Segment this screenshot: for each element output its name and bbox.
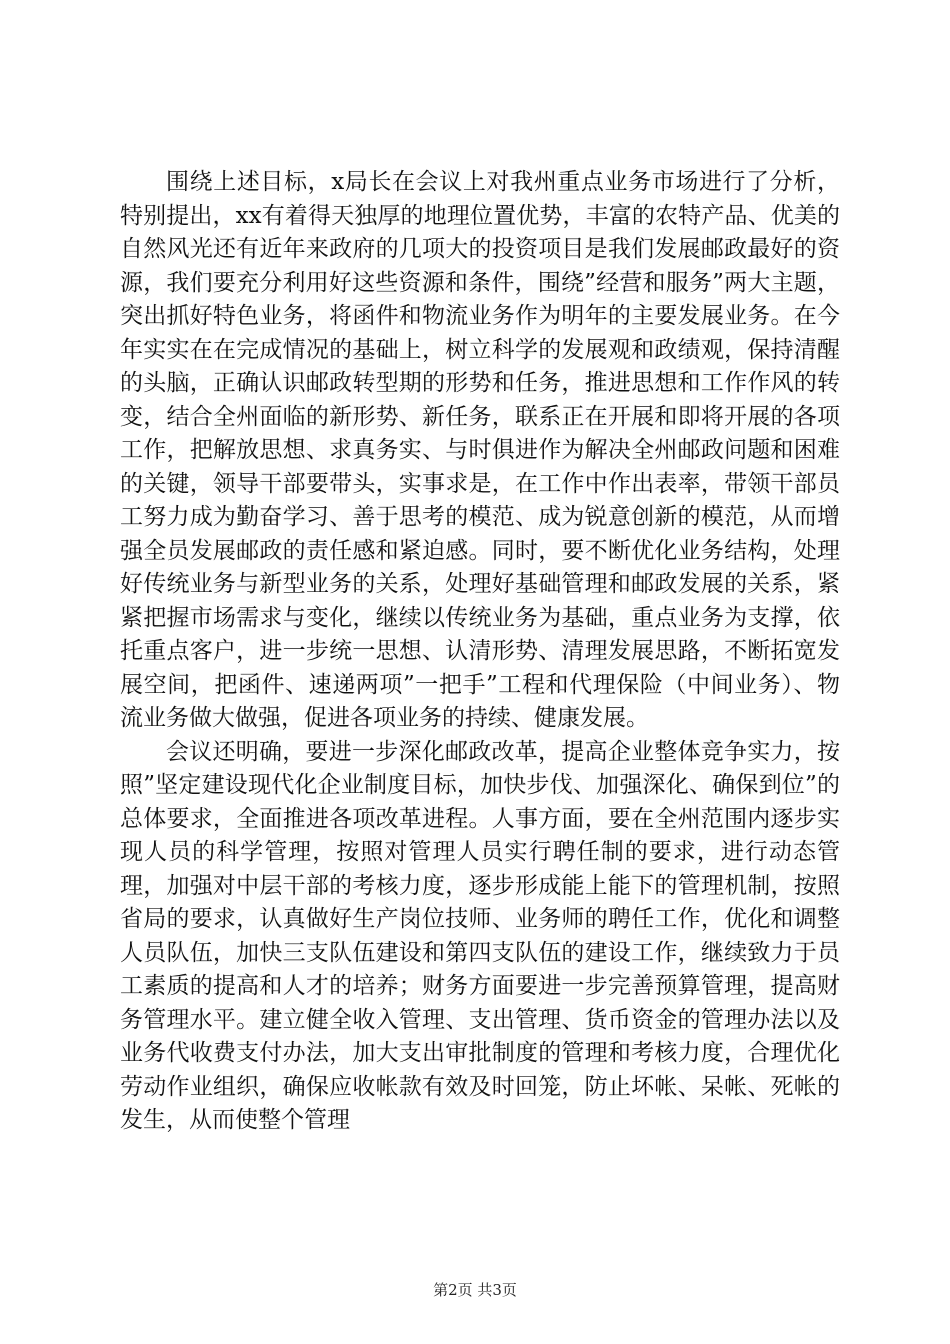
page-number-footer: 第2页 共3页	[433, 1281, 517, 1299]
paragraph-1: 围绕上述目标，x局长在会议上对我州重点业务市场进行了分析，特别提出，xx有着得天独厚的地理位置优势，丰富的农特产品、优美的自然风光还有近年来政府的几项大的投资项目是我们发展邮政最好的资源，我们要充分利用好这些资源和条件，围绕”经营和服务”两大主题，突出抓好特色业务，将函件和物流业务作为明年的主要发展业务。在今年实实在在完成情况的基础上，树立科学的发展观和政绩观，保持清醒的头脑，正确认识邮政转型期的形势和任务，推进思想和工作作风的转变，结合全州面临的新形势、新任务，联系正在开展和即将开展的各项工作，把解放思想、求真务实、与时俱进作为解决全州邮政问题和困难的关键，领导干部要带头，实事求是，在工作中作出表率，带领干部员工努力成为勤奋学习、善于思考的模范、成为锐意创新的模范，从而增强全员发展邮政的责任感和紧迫感。同时，要不断优化业务结构，处理好传统业务与新型业务的关系，处理好基础管理和邮政发展的关系，紧紧把握市场需求与变化，继续以传统业务为基础，重点业务为支撑，依托重点客户，进一步统一思想、认清形势、清理发展思路，不断拓宽发展空间，把函件、速递两项”一把手”工程和代理保险（中间业务）、物流业务做大做强，促进各项业务的持续、健康发展。	[120, 169, 840, 731]
document-body	[120, 166, 840, 1138]
paragraph-2: 会议还明确，要进一步深化邮政改革，提高企业整体竞争实力，按照”坚定建设现代化企业制度目标，加快步伐、加强深化、确保到位”的总体要求，全面推进各项改革进程。人事方面，要在全州范围内逐步实现人员的科学管理，按照对管理人员实行聘任制的要求，进行动态管理，加强对中层干部的考核力度，逐步形成能上能下的管理机制，按照省局的要求，认真做好生产岗位技师、业务师的聘任工作，优化和调整人员队伍，加快三支队伍建设和第四支队伍的建设工作，继续致力于员工素质的提高和人才的培养；财务方面要进一步完善预算管理，提高财务管理水平。建立健全收入管理、支出管理、货币资金的管理办法以及业务代收费支付办法，加大支出审批制度的管理和考核力度，合理优化劳动作业组织，确保应收帐款有效及时回笼，防止坏帐、呆帐、死帐的发生，从而使整个管理	[120, 738, 840, 1133]
